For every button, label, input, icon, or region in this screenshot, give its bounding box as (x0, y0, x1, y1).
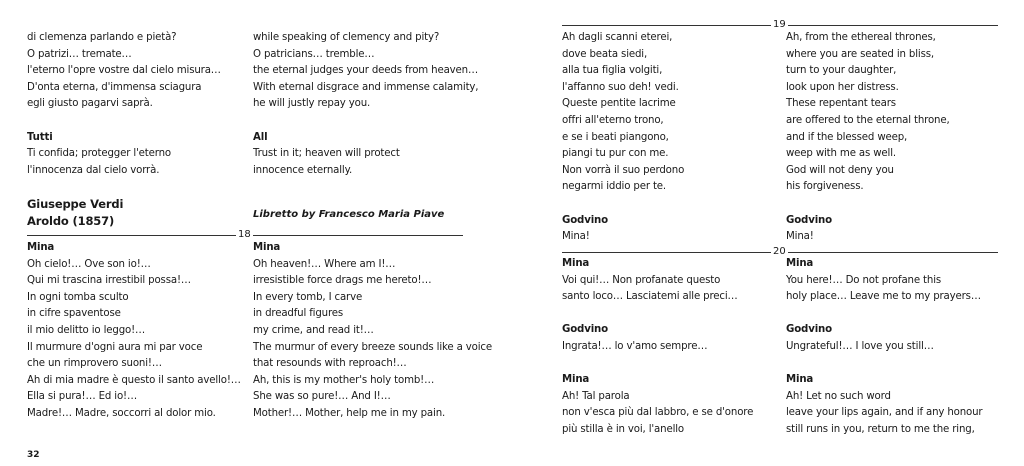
verse-line: holy place… Leave me to my prayers… (786, 291, 981, 303)
speaker-mina-3: Mina (562, 374, 590, 386)
verse-line: Mina! (786, 231, 814, 243)
verse-line: Il murmure d'ogni aura mi par voce (27, 341, 203, 353)
speaker-mina-en: Mina (253, 242, 281, 253)
verse-line: in dreadful figures (253, 308, 344, 320)
verse-line: where you are seated in bliss, (786, 48, 934, 60)
right-english-top (786, 30, 1016, 246)
right-english-bottom (786, 256, 1016, 439)
verse-line: dove beata siedi, (562, 48, 648, 60)
right-italian-top (562, 30, 777, 246)
verse-line: leave your lips again, and if any honour (786, 407, 983, 419)
track-number-19: 19 (773, 19, 786, 30)
verse-line: Mother!… Mother, help me in my pain. (253, 407, 446, 419)
verse-line: God will not deny you (786, 164, 894, 176)
mina-english-lines-2 (786, 273, 1016, 306)
verse-line: Trust in it; heaven will protect (253, 148, 400, 160)
verse-line: Ah! Let no such word (786, 390, 891, 402)
verse-line: piangi tu pur con me. (562, 148, 669, 160)
verse-line: l'affanno suo deh! vedi. (562, 81, 679, 93)
verse-line: Ah! Tal parola (562, 390, 630, 402)
verse-line: These repentant tears (786, 98, 896, 110)
italian-verse-top (27, 30, 242, 113)
verse-line: Voi qui!… Non profanate questo (562, 274, 721, 286)
verse-line: Oh heaven!… Where am I!… (253, 258, 396, 270)
verse-line: D'onta eterna, d'immensa sciagura (27, 81, 202, 93)
verse-line: turn to your daughter, (786, 65, 897, 77)
left-english-mina (253, 240, 492, 423)
verse-line: In every tomb, I carve (253, 291, 363, 303)
verse-line: The murmur of every breeze sounds like a voice (253, 341, 492, 353)
speaker-godvino-2: Godvino (562, 324, 608, 336)
verse-line: egli giusto pagarvi saprà. (27, 98, 153, 110)
left-english-column (253, 30, 483, 179)
verse-line: O patrizi… tremate… (27, 48, 132, 60)
page-number: 32 (27, 450, 40, 460)
speaker-all: All (253, 131, 268, 143)
track-number-18: 18 (238, 229, 251, 240)
mina-italian-lines-2 (562, 273, 777, 306)
verse-line: Mina! (562, 231, 590, 243)
english-verse-aria (786, 30, 1016, 196)
verse-line: Qui mi trascina irrestibil possa!… (27, 275, 191, 287)
verse-line: are offered to the eternal throne, (786, 114, 950, 126)
verse-line: my crime, and read it!… (253, 324, 374, 336)
right-page (512, 0, 1024, 466)
verse-line: offri all'eterno trono, (562, 114, 664, 126)
verse-line: while speaking of clemency and pity? (253, 32, 440, 43)
verse-line: più stilla è in voi, l'anello (562, 423, 685, 435)
mina-italian-lines (27, 257, 242, 423)
verse-line: alla tua figlia volgiti, (562, 65, 663, 77)
verse-line: and if the blessed weep, (786, 131, 908, 143)
godvino-english-lines (786, 229, 1016, 246)
mina-english-lines (253, 257, 492, 423)
libretto-credit: Libretto by Francesco Maria Piave (253, 209, 445, 220)
speaker-godvino-2-en: Godvino (786, 324, 832, 336)
right-italian-bottom (562, 256, 777, 439)
verse-line: Ingrata!… lo v'amo sempre… (562, 340, 708, 352)
verse-line: in cifre spaventose (27, 308, 121, 320)
verse-line: weep with me as well. (786, 148, 896, 160)
verse-line: l'eterno l'opre vostre dal cielo misura… (27, 65, 221, 77)
tutti-italian-lines (27, 146, 242, 179)
verse-line: Ah di mia madre è questo il santo avello!… (27, 374, 241, 386)
verse-line: Queste pentite lacrime (562, 98, 676, 110)
verse-line: In ogni tomba sculto (27, 291, 129, 303)
speaker-mina-3-en: Mina (786, 374, 814, 386)
speaker-godvino-en: Godvino (786, 214, 832, 226)
speaker-mina-2-en: Mina (786, 258, 814, 269)
godvino-italian-lines-2 (562, 339, 777, 356)
verse-line: e se i beati piangono, (562, 131, 669, 143)
verse-line: santo loco… Lasciatemi alle preci… (562, 291, 738, 303)
verse-line: negarmi iddio per te. (562, 181, 667, 193)
italian-verse-aria (562, 30, 777, 196)
verse-line: She was so pure!… And I!… (253, 391, 391, 403)
godvino-english-lines-2 (786, 339, 1016, 356)
verse-line: di clemenza parlando e pietà? (27, 32, 177, 43)
track-number-20: 20 (773, 246, 786, 257)
speaker-mina: Mina (27, 242, 55, 253)
verse-line: Oh cielo!… Ove son io!… (27, 258, 151, 270)
all-english-lines (253, 146, 483, 179)
verse-line: his forgiveness. (786, 181, 864, 193)
left-italian-mina (27, 240, 242, 423)
verse-line: Ah, from the ethereal thrones, (786, 32, 936, 43)
verse-line: that resounds with reproach!… (253, 358, 407, 370)
verse-line: the eternal judges your deeds from heaven… (253, 65, 479, 77)
composer-name: Giuseppe Verdi (27, 196, 124, 211)
verse-line: Ungrateful!… I love you still… (786, 340, 934, 352)
verse-line: still runs in you, return to me the ring, (786, 423, 975, 435)
verse-line: Ah dagli scanni eterei, (562, 32, 673, 43)
verse-line: l'innocenza dal cielo vorrà. (27, 164, 160, 176)
verse-line: Ella si pura!… Ed io!… (27, 391, 137, 403)
mina-italian-lines-3 (562, 389, 777, 439)
verse-line: O patricians… tremble… (253, 48, 375, 60)
verse-line: innocence eternally. (253, 164, 353, 176)
verse-line: non v'esca più dal labbro, e se d'onore (562, 407, 754, 419)
speaker-tutti: Tutti (27, 131, 53, 143)
opera-title: Aroldo (1857) (27, 213, 115, 228)
verse-line: Ah, this is my mother's holy tomb!… (253, 374, 435, 386)
godvino-italian-lines (562, 229, 777, 246)
verse-line: irresistible force drags me hereto!… (253, 275, 432, 287)
verse-line: Ti confida; protegger l'eterno (27, 148, 171, 160)
verse-line: he will justly repay you. (253, 98, 371, 110)
verse-line: With eternal disgrace and immense calamity, (253, 81, 479, 93)
verse-line: Madre!… Madre, soccorri al dolor mio. (27, 407, 216, 419)
verse-line: Non vorrà il suo perdono (562, 164, 685, 176)
verse-line: look upon her distress. (786, 81, 899, 93)
speaker-mina-2: Mina (562, 258, 590, 269)
english-verse-top (253, 30, 483, 113)
verse-line: che un rimprovero suoni!… (27, 358, 162, 370)
verse-line: You here!… Do not profane this (786, 274, 942, 286)
mina-english-lines-3 (786, 389, 1016, 439)
left-italian-column (27, 30, 242, 229)
speaker-godvino: Godvino (562, 214, 608, 226)
verse-line: il mio delitto io leggo!… (27, 324, 146, 336)
